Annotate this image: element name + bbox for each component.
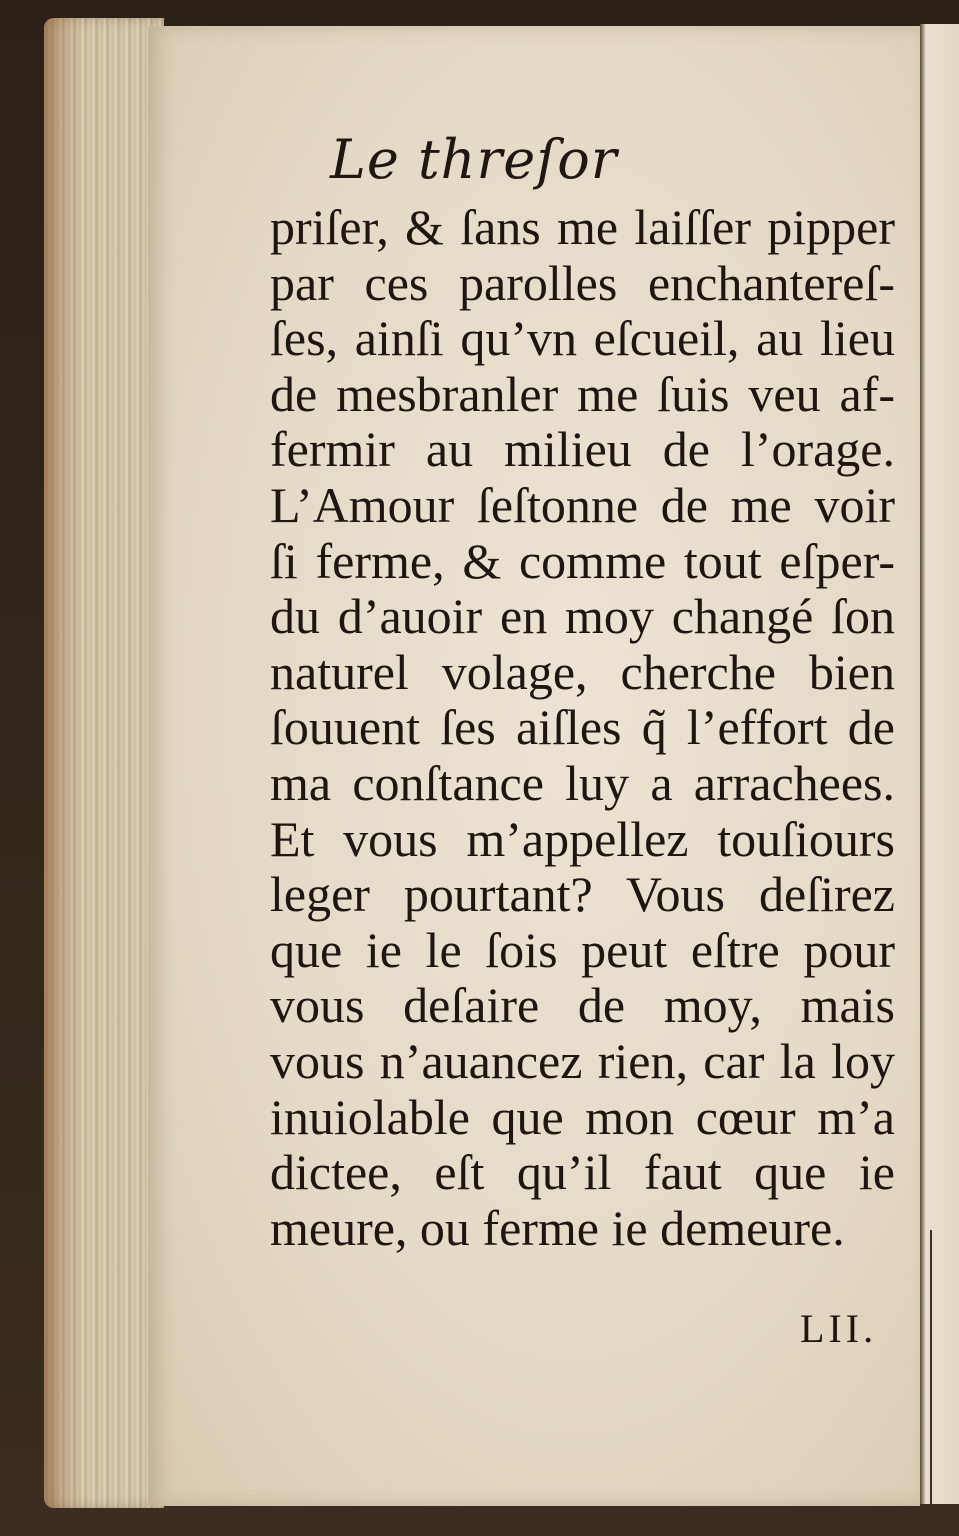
text-line: ſi ferme, & comme tout eſper- xyxy=(270,532,895,589)
gutter-shadow xyxy=(930,1230,932,1510)
text-line: vous n’auancez rien, car la loy xyxy=(270,1032,895,1089)
text-line: fermir au milieu de l’orage. xyxy=(270,421,895,478)
facing-page-edge xyxy=(920,24,959,1504)
text-line: ma conſtance luy a arrachees. xyxy=(270,754,895,811)
page-edges xyxy=(44,18,164,1508)
text-line: naturel volage, cherche bien xyxy=(270,643,895,700)
text-line: priſer, & ſans me laiſſer pipper xyxy=(270,199,895,255)
body-text xyxy=(270,200,895,1256)
text-line: par ces parolles enchantereſ- xyxy=(270,254,895,311)
text-line: que ie le ſois peut eſtre pour xyxy=(270,921,895,978)
text-line: L’Amour ſeſtonne de me voir xyxy=(270,476,895,533)
folio-number: LII. xyxy=(800,1306,878,1351)
text-line: du d’auoir en moy changé ſon xyxy=(270,588,895,645)
text-line: vous deſaire de moy, mais xyxy=(270,977,895,1034)
text-line: de mesbranler me ſuis veu af- xyxy=(270,365,895,422)
text-line: ſouuent ſes aiſles q̃ l’effort de xyxy=(270,699,895,756)
text-line: leger pourtant? Vous deſirez xyxy=(270,866,895,923)
text-line: Et vous m’appellez touſiours xyxy=(270,810,895,867)
text-line: ſes, ainſi qu’vn eſcueil, au lieu xyxy=(270,310,895,367)
text-line: meure, ou ferme ie demeure. xyxy=(270,1199,845,1256)
text-line: dictee, eſt qu’il faut que ie xyxy=(270,1144,895,1201)
text-line: inuiolable que mon cœur m’a xyxy=(270,1088,895,1145)
running-head: Le threſor xyxy=(330,128,618,191)
